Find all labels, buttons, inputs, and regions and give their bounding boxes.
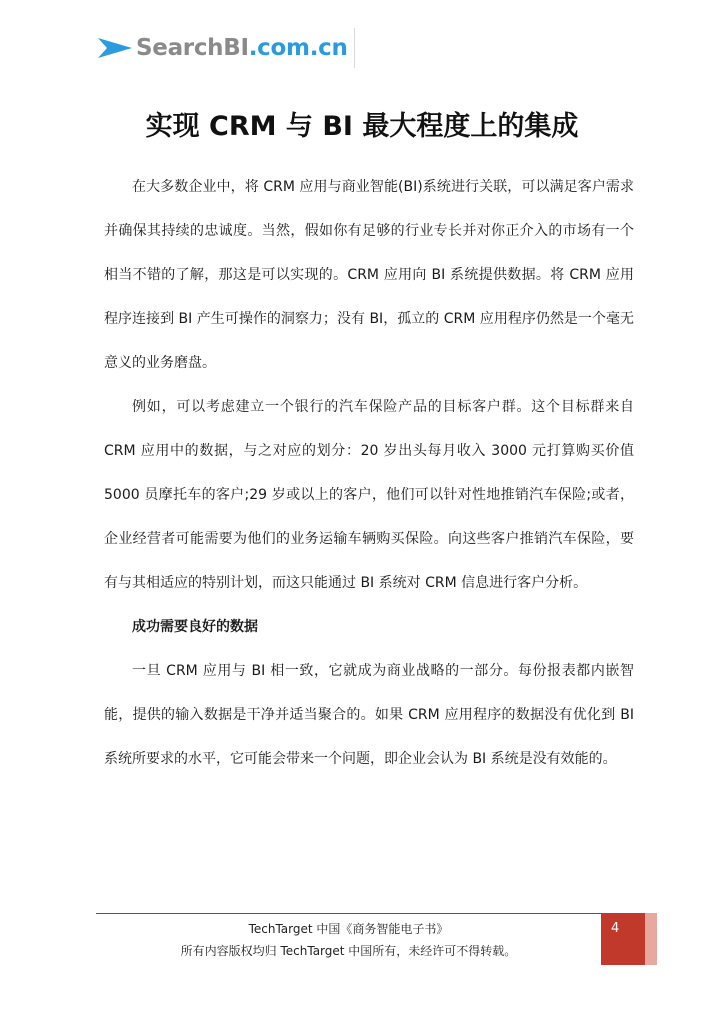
logo-text-search: Search [136, 35, 224, 61]
arrow-right-icon [98, 36, 132, 60]
footer-divider [96, 913, 601, 914]
page-footer [96, 918, 601, 962]
article-body [104, 165, 634, 781]
paragraph-1: 在大多数企业中，将 CRM 应用与商业智能(BI)系统进行关联，可以满足客户需求并确保其持续的忠诚度。当然，假如你有足够的行业专长并对你正介入的市场有一个相当不错的了解，那这是可以实现的。CRM 应用向 BI 系统提供数据。将 CRM 应用程序连接到 BI 产生可操作的洞察力；没有 BI，孤立的 CRM 应用程序仍然是一个毫无意义的业务磨盘。 [104, 179, 634, 371]
logo-text-domain: .com.cn [248, 35, 348, 61]
page-number-strip [645, 913, 657, 965]
site-logo[interactable] [98, 28, 355, 68]
page-title: 实现 CRM 与 BI 最大程度上的集成 [145, 111, 579, 142]
section-heading: 成功需要良好的数据 [132, 619, 258, 635]
paragraph-3: 一旦 CRM 应用与 BI 相一致，它就成为商业战略的一部分。每份报表都内嵌智能，提供的输入数据是干净并适当聚合的。如果 CRM 应用程序的数据没有优化到 BI 系统所要求的水平，它可能会带来一个问题，即企业会认为 BI 系统是没有效能的。 [104, 663, 634, 767]
page-number: 4 [601, 913, 657, 965]
logo-text-bi: BI [223, 35, 249, 61]
footer-line-1: TechTarget 中国《商务智能电子书》 [248, 922, 449, 936]
paragraph-2: 例如，可以考虑建立一个银行的汽车保险产品的目标客户群。这个目标群来自 CRM 应用中的数据，与之对应的划分：20 岁出头每月收入 3000 元打算购买价值 5000 员摩托车的客户;29 岁或以上的客户，他们可以针对性地推销汽车保险;或者，企业经营者可能需要为他们的业务运输车辆购买保险。向这些客户推销汽车保险，要有与其相适应的特别计划，而这只能通过 BI 系统对 CRM 信息进行客户分析。 [104, 399, 634, 591]
logo-text [136, 35, 348, 61]
footer-line-2: 所有内容版权均归 TechTarget 中国所有，未经许可不得转载。 [180, 944, 517, 958]
